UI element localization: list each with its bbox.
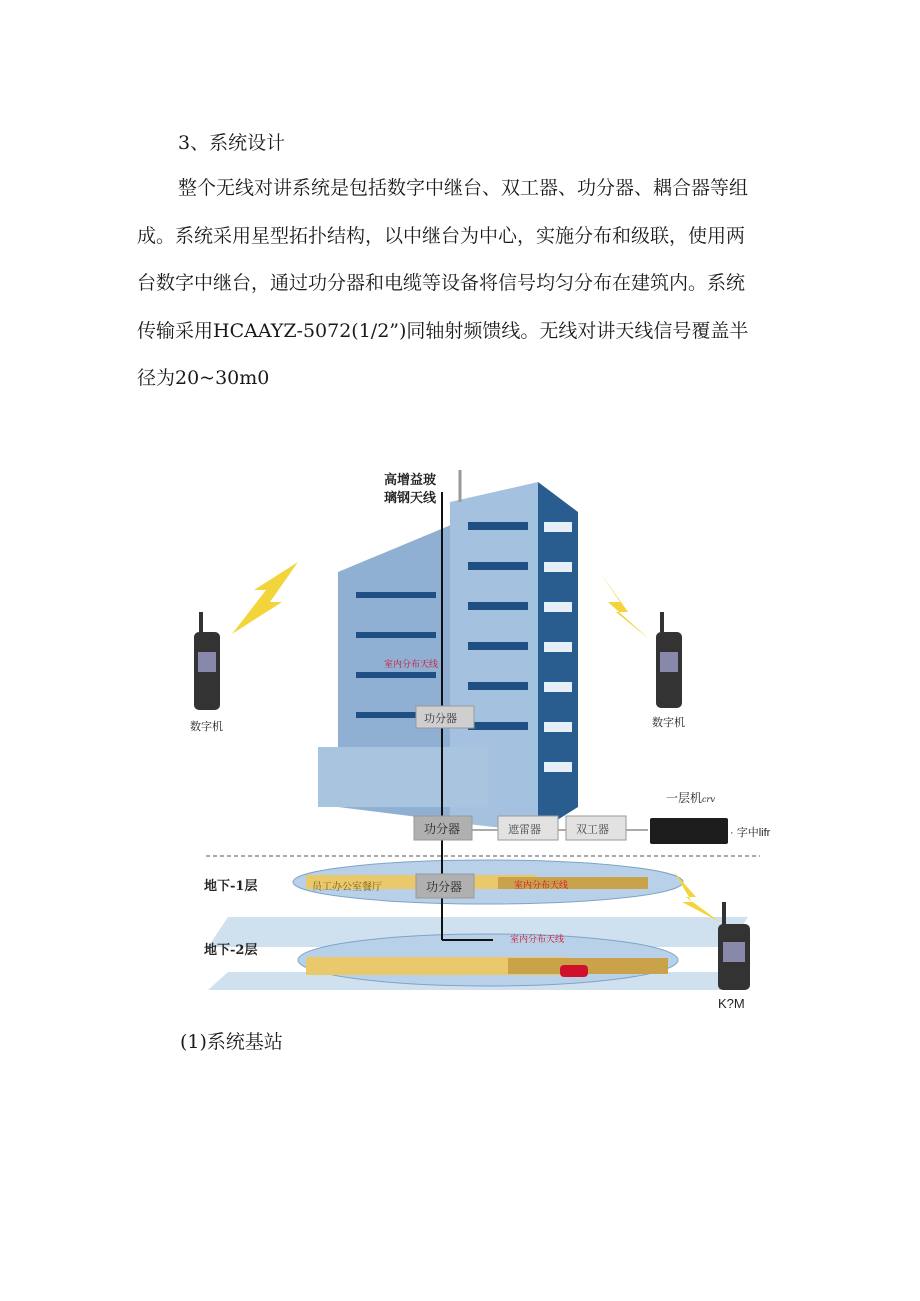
system-diagram-svg	[188, 462, 780, 1014]
lightning-right-icon	[600, 572, 650, 640]
radio-right-label: 数字机	[652, 716, 685, 729]
building-side	[538, 482, 578, 832]
antenna-label-line1: 高增益玻	[384, 473, 437, 488]
coupler-label: 遮雷器	[508, 823, 541, 836]
indoor-antenna-upper-label: 室内分布天线	[384, 660, 439, 670]
b2-antenna-label: 室内分布天线	[510, 935, 565, 945]
repeater-unit	[650, 818, 728, 844]
duplexer-label: 双工器	[576, 823, 609, 836]
radio-bottom-label: K?M	[718, 996, 745, 1011]
antenna-label-line2: 璃钢天线	[384, 491, 437, 506]
section-heading: 3、系统设计	[178, 132, 286, 154]
radio-left-label: 数字机	[190, 720, 223, 733]
splitter-lower-label: 功分器	[426, 880, 463, 894]
floor-b1-label: 地下-1层	[204, 879, 258, 894]
paragraph-line: 传输采用HCAAYZ-5072(1/2”)同轴射频馈线。无线对讲天线信号覆盖半	[137, 319, 749, 342]
splitter-upper-label: 功分器	[424, 712, 457, 725]
paragraph-line: 径为20~30m0	[137, 367, 270, 389]
floor-b2-label: 地下-2层	[204, 943, 258, 958]
radio-bottom-icon	[718, 902, 750, 990]
building-podium	[318, 747, 488, 807]
b1-antenna-label: 室内分布天线	[514, 881, 569, 891]
repeater-side-label: · 字中lifr	[730, 827, 771, 839]
paragraph-line: 整个无线对讲系统是包括数字中继台、双工器、功分器、耦合器等组	[178, 177, 749, 199]
paragraph-line: 成。系统采用星型拓扑结构，以中继台为中心，实施分布和级联，使用两	[137, 224, 746, 247]
figure-caption: (1)系统基站	[180, 1031, 283, 1053]
repeater-label: 一层机crv	[666, 791, 715, 805]
radio-left-icon	[194, 612, 220, 710]
splitter-middle-label: 功分器	[424, 822, 461, 836]
b1-office-label: 员工办公室餐厅	[312, 882, 382, 893]
system-diagram	[188, 462, 780, 1014]
car-icon	[560, 965, 588, 977]
paragraph-line: 台数字中继台，通过功分器和电缆等设备将信号均匀分布在建筑内。系统	[137, 272, 746, 294]
body-paragraph	[137, 165, 787, 403]
radio-right-icon	[656, 612, 682, 708]
lightning-left-icon	[232, 562, 298, 634]
